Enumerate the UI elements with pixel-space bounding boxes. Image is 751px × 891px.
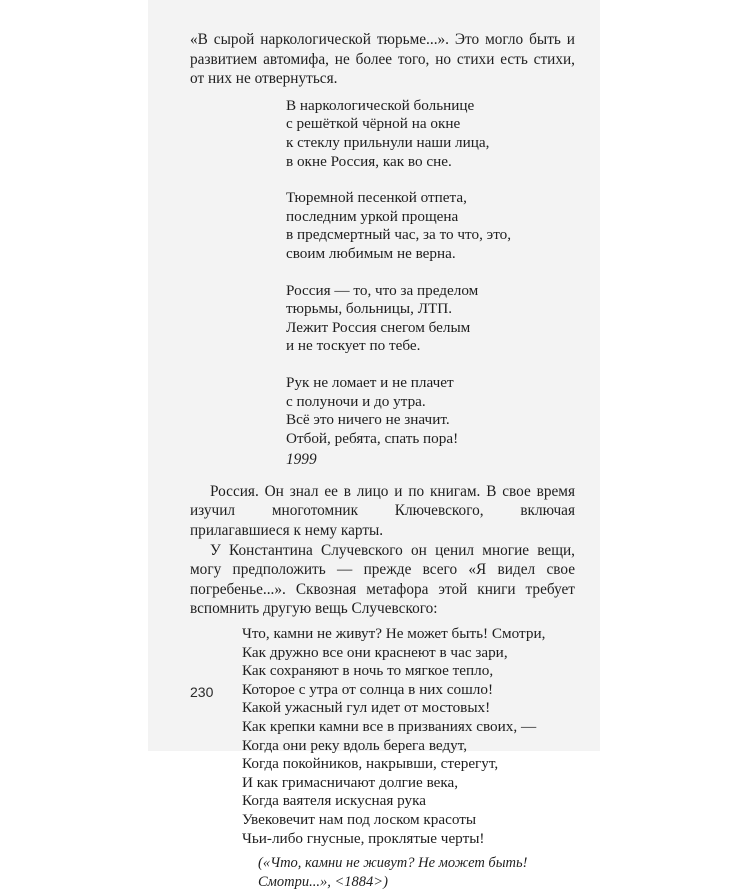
paragraph-sluchevsky: У Константина Случевского он ценил многие вещи, могу предположить — прежде всего «Я видел свое погребенье...». Сквозная метафора этой книги требует вспомнить другую вещь Случевского: <box>190 541 575 618</box>
poem-line: Когда они реку вдоль берега ведут, <box>242 736 468 754</box>
poem-line: к стеклу прильнули наши лица, <box>286 133 490 151</box>
poem-line: тюрьмы, больницы, ЛТП. <box>286 300 453 318</box>
poem-line: в окне Россия, как во сне. <box>286 152 452 170</box>
poem-source <box>190 854 575 891</box>
poem-line: И как гримасничают долгие века, <box>242 773 459 791</box>
page-text <box>190 30 575 891</box>
poem-stanza <box>286 189 575 263</box>
poem-line: Увековечит нам под лоском красоты <box>242 810 477 828</box>
poem-line: Когда покойников, накрывши, стерегут, <box>242 755 499 773</box>
poem-line: своим любимым не верна. <box>286 244 456 262</box>
poem-line: Как крепки камни все в призваниях своих, — <box>242 718 537 735</box>
paragraph-russia: Россия. Он знал ее в лицо и по книгам. В свое время изучил многотомник Ключевского, включая прилагавшиеся к нему карты. <box>190 482 575 540</box>
poem-line: в предсмертный час, за то что, это, <box>286 226 512 244</box>
poem-line: Как дружно все они краснеют в час зари, <box>242 643 508 661</box>
poem-line: Тюремной песенкой отпета, <box>286 189 467 207</box>
poem-line: с полуночи и до утра. <box>286 392 426 410</box>
poem-line: последним уркой прощена <box>286 207 459 225</box>
poem-line: Какой ужасный гул идет от мостовых! <box>242 699 491 717</box>
page-number: 230 <box>190 684 214 700</box>
poem-stanza <box>286 374 575 448</box>
poem-line: с решёткой чёрной на окне <box>286 115 461 133</box>
poem-line: Россия — то, что за пределом <box>286 281 479 299</box>
source-line: («Что, камни не живут? Не может быть! <box>258 855 528 872</box>
poem-line: и не тоскует по тебе. <box>286 337 421 355</box>
poem-stanza <box>286 97 575 171</box>
poem-line: Когда ваятеля искусная рука <box>242 792 427 810</box>
poem-stanza <box>286 282 575 356</box>
source-line: Смотри...», <1884>) <box>258 873 388 890</box>
poem-line: Которое с утра от солнца в них сошло! <box>242 680 494 698</box>
poem-line: Что, камни не живут? Не может быть! Смотри, <box>242 625 546 643</box>
poem-year: 1999 <box>286 451 317 469</box>
intro-paragraph: «В сырой наркологической тюрьме...». Это могло быть и развитием автомифа, не более того, но стихи есть стихи, от них не отвернуться. <box>190 31 575 88</box>
poem-line: Отбой, ребята, спать пора! <box>286 429 459 447</box>
poem-line: Чьи-либо гнусные, проклятые черты! <box>242 829 485 847</box>
poem-line: В наркологической больнице <box>286 96 475 114</box>
poem-line: Как сохраняют в ночь то мягкое тепло, <box>242 662 494 680</box>
poem-line: Всё это ничего не значит. <box>286 411 450 429</box>
poem-narcology-hospital <box>190 97 575 449</box>
poem-stones <box>190 625 575 848</box>
poem-line: Рук не ломает и не плачет <box>286 373 454 391</box>
poem-line: Лежит Россия снегом белым <box>286 318 471 336</box>
